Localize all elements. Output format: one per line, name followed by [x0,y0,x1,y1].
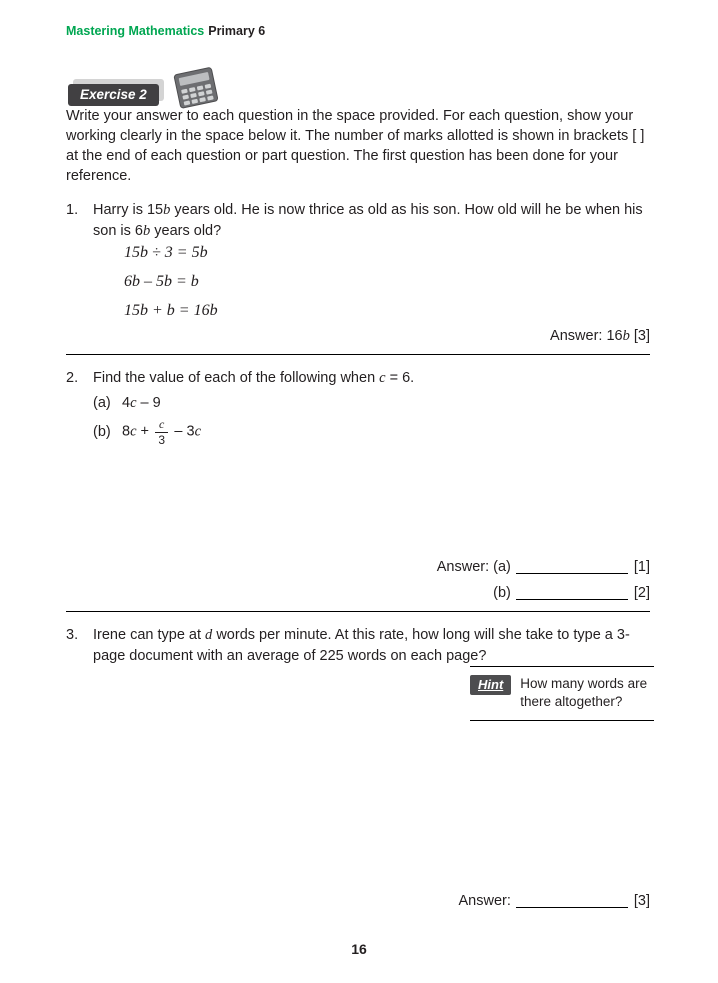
q1-answer-text: Answer: 16b [3] [550,328,650,344]
worked-solution [124,244,218,331]
question-1-number: 1. [66,202,79,218]
q3-answer-line [458,892,650,909]
expression-left: 8c + [122,423,154,440]
q1-answer-line [550,328,650,345]
q3-marks: [3] [633,893,650,909]
question-2 [66,368,652,446]
hint-badge: Hint [470,675,511,695]
q2b-answer-prefix: (b) [493,585,511,601]
question-2a [93,393,652,414]
answer-blank [516,558,628,574]
q2b-answer-line [493,584,650,601]
answer-blank [516,584,628,600]
part-b-label: (b) [93,423,111,440]
instructions-text: Write your answer to each question in the space provided. For each question, show your working clearly in the space below it. The number of marks allotted is shown in brackets [ ] at the end of each question or part question. The first question has been done for your reference. [66,108,645,184]
working-line-2: 6b – 5b = b [124,273,199,290]
question-1 [66,200,652,242]
working-line-3: 15b + b = 16b [124,302,218,319]
part-b-expression [122,418,201,446]
fraction [155,418,168,446]
q2b-marks: [2] [633,585,650,601]
q3-answer-prefix: Answer: [458,893,511,909]
part-a-expression: 4c – 9 [122,395,161,411]
answer-blank [516,892,628,908]
fraction-numerator: c [159,417,165,431]
series-title: Mastering Mathematics [66,24,205,38]
question-2-number: 2. [66,370,79,386]
question-3-number: 3. [66,627,79,643]
question-2-text: Find the value of each of the following when c = 6. [93,370,415,386]
question-3-text: Irene can type at d words per minute. At this rate, how long will she take to type a 3-page document with an average of 225 words on each page? [93,627,630,664]
question-2b [93,418,652,446]
working-line-1: 15b ÷ 3 = 5b [124,244,208,261]
divider-2 [66,611,650,612]
hint-box [470,666,654,721]
book-level: Primary 6 [208,24,266,38]
divider-1 [66,354,650,355]
question-1-text: Harry is 15b years old. He is now thrice as old as his son. How old will he be when his son is 6b years old? [93,202,643,239]
expression-right: – 3c [170,423,201,440]
q2a-marks: [1] [633,559,650,575]
q2a-answer-prefix: Answer: (a) [436,559,511,575]
hint-text: How many words are there altogether? [520,676,648,709]
page-number: 16 [351,941,367,957]
fraction-denominator: 3 [158,432,166,447]
part-a-label: (a) [93,395,111,411]
question-3 [66,625,652,667]
running-head [66,24,265,38]
exercise-badge: Exercise 2 [68,84,159,106]
q2a-answer-line [437,558,650,575]
